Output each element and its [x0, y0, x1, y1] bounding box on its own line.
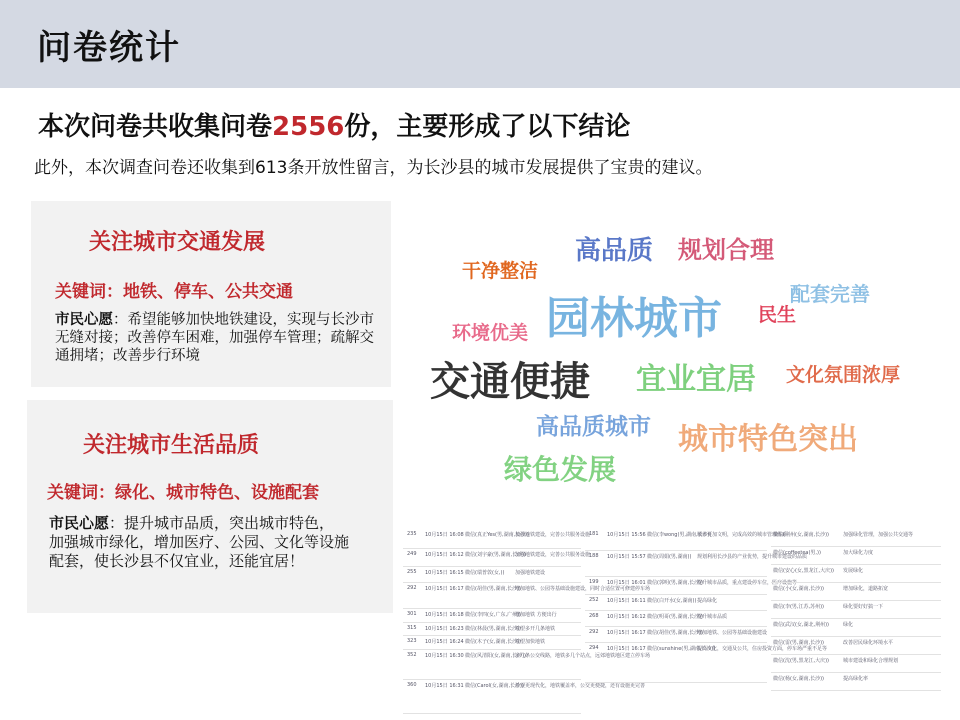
- table-row: [771, 528, 941, 547]
- table-cell-id: 199: [589, 579, 599, 585]
- table-row: [403, 566, 581, 583]
- table-cell-user: 微信(胡佳(男,湖南,长沙)): [647, 630, 703, 636]
- page-title: 问卷统计: [37, 28, 181, 68]
- table-cell-date: 10月15日 16:01: [607, 580, 646, 586]
- table-cell-id: 188: [589, 553, 599, 559]
- table-cell-id: 292: [589, 629, 599, 635]
- table-cell-comment: 希望加快地铁: [515, 639, 546, 645]
- card-traffic-title: 关注城市交通发展: [89, 230, 266, 255]
- table-row: [585, 576, 798, 595]
- table-row: [403, 679, 646, 714]
- card-traffic-wish: [55, 311, 380, 365]
- table-cell-user: 微信(李wong(男,湖南,长沙)): [647, 532, 712, 538]
- table-row: [771, 636, 941, 655]
- table-cell-user: 微信(白开水(女,湖南)): [647, 598, 697, 604]
- table-cell-comment: 城市更加文明，完成高效的城市管理体系: [697, 532, 788, 538]
- table-row: [585, 610, 767, 627]
- table-cell-user: 微信(李四(女,广东,广州)): [465, 612, 521, 618]
- word-cloud: [420, 220, 940, 520]
- table-cell-user: 微信(郭明(男,湖南,长沙)): [647, 580, 703, 586]
- word-cloud-term: 城市特色突出: [678, 422, 858, 457]
- wish-label: 市民心愿: [49, 514, 110, 532]
- table-cell-date: 10月15日 16:31: [425, 683, 464, 689]
- table-cell-user: 微信(胡佳(男,湖南,长沙)): [465, 586, 521, 592]
- table-cell-comment: 增加地铁 方便出行: [515, 612, 557, 618]
- table-cell-id: 352: [407, 652, 417, 658]
- summary-headline: [38, 106, 630, 143]
- table-cell-comment: 多几条公交线路，地铁多几个站点，远郊地铁地区建立停车场: [515, 653, 651, 659]
- word-cloud-term: 交通便捷: [430, 359, 590, 405]
- table-row: [771, 546, 941, 565]
- table-cell-comment: 希望更现代化，地铁覆盖率，公交更便捷，还有设施更完善: [515, 683, 646, 689]
- table-cell-id: 268: [589, 613, 599, 619]
- table-cell-comment: 发展绿化: [843, 568, 864, 574]
- table-cell-date: 10月15日 16:30: [425, 653, 464, 659]
- table-cell-user: 微信(雷(男,湖南,长沙)): [773, 640, 824, 646]
- table-cell-user: 微信(林晨(男,湖南,长沙)): [465, 626, 521, 632]
- table-cell-comment: 加大绿化力度: [843, 550, 874, 556]
- table-row: [403, 635, 581, 650]
- table-cell-user: 微信(真正Yes(男,湖南,长沙)): [465, 532, 530, 538]
- table-cell-date: 10月15日 16:12: [607, 614, 646, 620]
- word-cloud-term: 园林城市: [546, 293, 722, 344]
- table-cell-date: 10月15日 16:08: [425, 532, 464, 538]
- table-cell-date: 10月15日 16:15: [425, 570, 464, 576]
- table-cell-id: 181: [589, 531, 599, 537]
- table-cell-user: 微信(Carol(女,湖南,长沙)): [465, 683, 524, 689]
- header-bar: [0, 0, 960, 88]
- table-row: [585, 626, 767, 643]
- table-cell-comment: 规划利用长沙县的产业优势，提升城市建设的品质: [697, 554, 808, 560]
- table-cell-user: 微信(沈(男,黑龙江,大庆)): [773, 658, 829, 664]
- table-cell-user: 微信(coffeetea(男,)): [773, 550, 821, 556]
- table-cell-date: 10月15日 15:56: [607, 532, 646, 538]
- table-cell-date: 10月15日 16:11: [607, 598, 646, 604]
- table-cell-user: 微信(瑞普敦(女,)): [465, 570, 505, 576]
- table-cell-date: 10月15日 15:57: [607, 554, 646, 560]
- table-cell-comment: 增加绿化，道路拓宽: [843, 586, 889, 592]
- table-cell-comment: 加强地铁建设，完善公共服务设施: [515, 552, 591, 558]
- wish-label: 市民心愿: [55, 312, 113, 328]
- word-cloud-term: 民生: [758, 304, 797, 326]
- table-cell-comment: 绿化要好好搞一下: [843, 604, 884, 610]
- table-cell-date: 10月15日 16:17: [425, 586, 464, 592]
- table-cell-comment: 加强绿化管理，加强公共交通等: [843, 532, 914, 538]
- table-cell-id: 294: [589, 645, 599, 651]
- table-cell-comment: 加强地铁建设: [515, 570, 546, 576]
- table-cell-comment: 提升城市品质: [697, 614, 728, 620]
- card-quality-keywords: 关键词：绿化、城市特色、设施配套: [47, 483, 319, 503]
- table-cell-user: 微信(刘宇豪(男,湖南,长沙)): [465, 552, 526, 558]
- table-cell-user: 微信(木子(女,湖南,长沙)): [465, 639, 521, 645]
- wish-text: ：提升城市品质，突出城市特色，加强城市绿化，增加医疗、公园、文化等设施配套，使长沙县不仅宜业，还能宜居！: [49, 514, 350, 570]
- table-cell-user: 微信(周娟(男,湖南)): [647, 554, 692, 560]
- headline-post: 份，主要形成了以下结论: [344, 112, 631, 142]
- table-row: [771, 582, 941, 601]
- survey-comment-table: [403, 528, 941, 692]
- word-cloud-term: 高品质城市: [536, 414, 651, 440]
- headline-pre: 本次问卷共收集问卷: [38, 112, 273, 142]
- word-cloud-term: 干净整洁: [462, 260, 539, 282]
- table-row: [585, 528, 788, 551]
- table-cell-id: 252: [589, 597, 599, 603]
- table-row: [403, 622, 581, 636]
- table-cell-comment: 希望多开几条地铁: [515, 626, 556, 632]
- table-cell-id: 249: [407, 551, 417, 557]
- wish-text: ：希望能够加快地铁建设，实现与长沙市无缝对接；改善停车困难，加强停车管理；疏解交通拥堵；改善步行环境: [55, 312, 374, 364]
- table-cell-id: 360: [407, 682, 417, 688]
- survey-count: 2556: [272, 112, 345, 142]
- table-cell-date: 10月15日 16:18: [425, 612, 464, 618]
- word-cloud-term: 配套完善: [790, 282, 870, 306]
- word-cloud-term: 环境优美: [452, 322, 529, 344]
- card-traffic-keywords: 关键词：地铁、停车、公共交通: [55, 282, 293, 302]
- table-cell-comment: 城市建设和绿化合理规划: [843, 658, 899, 664]
- table-row: [403, 528, 591, 549]
- summary-subline: 此外，本次调查问卷还收集到613条开放性留言，为长沙县的城市发展提供了宝贵的建议。: [34, 158, 713, 178]
- table-cell-comment: 增加地铁、公园等基础设施建设: [697, 630, 768, 636]
- table-cell-date: 10月15日 16:24: [425, 639, 464, 645]
- table-cell-user: 微信(武汉(女,湖北,荆州)): [773, 622, 829, 628]
- table-cell-user: 微信(安心(女,黑龙江,大庆)): [773, 568, 834, 574]
- table-cell-comment: 提高绿化: [697, 598, 718, 604]
- table-cell-id: 235: [407, 531, 417, 537]
- table-row: [771, 600, 941, 619]
- table-row: [771, 672, 941, 691]
- table-cell-comment: 增加地铁、公园等基础设施建设，同时合适位置可修建停车场: [515, 586, 651, 592]
- table-cell-user: 微信(明哥(男,湖南,长沙)): [647, 614, 703, 620]
- word-cloud-term: 高品质: [575, 236, 654, 266]
- table-cell-comment: 绿化: [843, 622, 854, 628]
- table-row: [403, 548, 591, 567]
- table-cell-date: 10月15日 16:17: [607, 646, 646, 652]
- table-cell-id: 315: [407, 625, 417, 631]
- word-cloud-term: 绿色发展: [504, 453, 617, 486]
- table-cell-user: 微信(小(女,湖南,长沙)): [773, 586, 824, 592]
- table-row: [403, 608, 581, 623]
- table-cell-comment: 加强地铁建设，完善公共服务设施: [515, 532, 591, 538]
- table-cell-user: 微信(风清阳(女,湖南,长沙)): [465, 653, 526, 659]
- table-row: [771, 654, 941, 673]
- table-cell-comment: 提升城市品质，重点建设停车位，医疗设施等: [697, 580, 798, 586]
- table-cell-user: 微信(杨(女,湖南,长沙)): [773, 676, 824, 682]
- table-cell-comment: 提高文化，交通及公共，住房投资方面，停车场严重不足等: [697, 646, 828, 652]
- card-quality-title: 关注城市生活品质: [83, 433, 260, 458]
- table-cell-date: 10月15日 16:23: [425, 626, 464, 632]
- table-cell-id: 255: [407, 569, 417, 575]
- word-cloud-term: 文化氛围浓厚: [786, 364, 901, 386]
- table-cell-id: 301: [407, 611, 417, 617]
- table-row: [771, 618, 941, 637]
- table-cell-comment: 改善居民绿化环境水平: [843, 640, 894, 646]
- table-cell-date: 10月15日 16:17: [607, 630, 646, 636]
- word-cloud-term: 宜业宜居: [636, 362, 756, 397]
- table-column: [771, 528, 941, 692]
- table-cell-user: 微信(李(男,江苏,苏州)): [773, 604, 824, 610]
- card-quality-wish: [49, 514, 349, 571]
- table-cell-user: 微信(荆州(女,湖南,长沙)): [773, 532, 829, 538]
- table-row: [585, 594, 767, 611]
- card-traffic: [31, 201, 391, 387]
- table-cell-date: 10月15日 16:12: [425, 552, 464, 558]
- table-cell-user: 微信(sunshine(男,湖南,长沙)): [647, 646, 716, 652]
- table-cell-comment: 提高绿化率: [843, 676, 869, 682]
- card-quality: [27, 400, 393, 613]
- table-row: [771, 564, 941, 583]
- word-cloud-term: 规划合理: [678, 236, 774, 264]
- table-cell-id: 292: [407, 585, 417, 591]
- table-cell-id: 323: [407, 638, 417, 644]
